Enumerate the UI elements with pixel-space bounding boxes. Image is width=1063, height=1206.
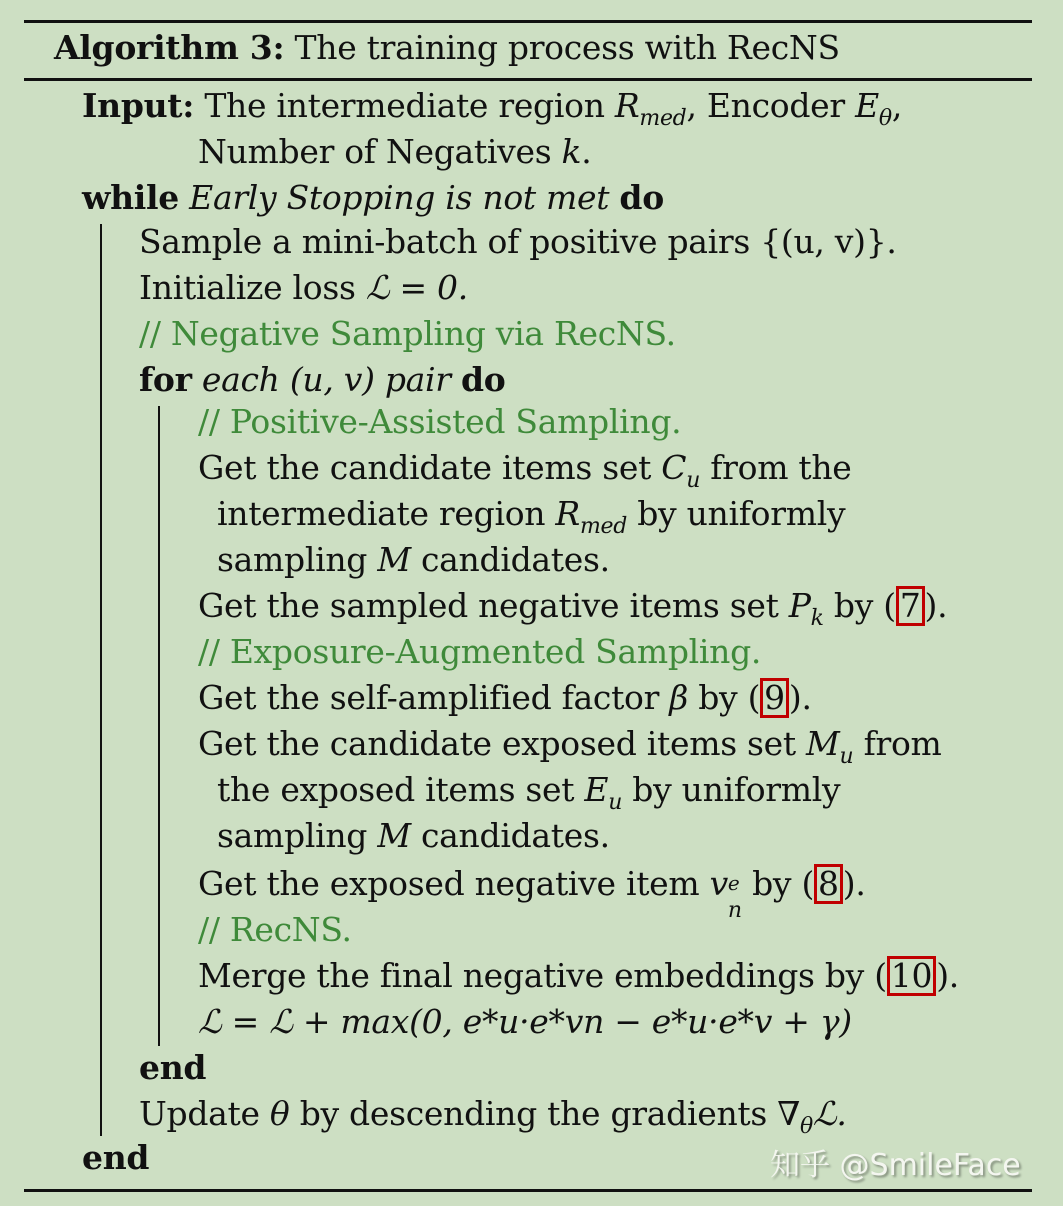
text: by uniformly: [627, 494, 846, 533]
input-text: , Encoder: [686, 86, 856, 125]
text: Merge the final negative embeddings by (: [198, 956, 887, 995]
superscript: e: [727, 871, 740, 895]
text: candidates.: [410, 540, 610, 579]
while-keyword: while: [82, 178, 179, 217]
get-exposed-line-3: [217, 816, 610, 856]
text: sampling: [217, 540, 378, 579]
text: Get the self-amplified factor: [198, 678, 670, 717]
text: ).: [842, 864, 866, 903]
equation-ref-link[interactable]: 10: [887, 956, 936, 996]
init-text: Initialize loss: [139, 268, 366, 307]
text: by (: [688, 678, 761, 717]
loss-update-line: [198, 1002, 852, 1042]
exposed-set-symbol: M: [806, 724, 840, 763]
text: by descending the gradients: [289, 1094, 778, 1133]
input-line-2: [198, 132, 591, 172]
sample-line: [139, 222, 897, 262]
comment-text: // Positive-Assisted Sampling.: [198, 402, 682, 441]
merge-line: [198, 956, 959, 996]
region-subscript: med: [639, 106, 687, 131]
comment-recns: [198, 910, 352, 950]
get-exposed-negative-line: [198, 864, 866, 923]
while-block-bar: [100, 224, 102, 1136]
text: candidates.: [410, 816, 610, 855]
end-keyword: end: [139, 1048, 207, 1087]
text: from the: [700, 448, 852, 487]
negative-set-symbol: P: [788, 586, 811, 625]
comment-text: // Exposure-Augmented Sampling.: [198, 632, 762, 671]
beta-symbol: β: [669, 678, 689, 717]
while-condition: Early Stopping is not met: [178, 178, 620, 217]
text: ).: [936, 956, 959, 995]
input-text: .: [581, 132, 592, 171]
comment-negative-sampling: [139, 314, 676, 354]
nabla-symbol: ∇: [777, 1094, 800, 1133]
region-symbol: R: [614, 86, 640, 125]
get-candidates-line-3: [217, 540, 610, 580]
k-symbol: k: [561, 132, 582, 171]
for-keyword: for: [139, 360, 192, 399]
algorithm-label: Algorithm 3:: [54, 28, 285, 67]
for-line: [139, 360, 505, 400]
for-block-bar: [158, 406, 160, 1046]
subscript: u: [686, 468, 701, 493]
theta-symbol: θ: [269, 1094, 290, 1133]
input-text: The intermediate region: [204, 86, 615, 125]
watermark: 知乎 @SmileFace: [770, 1148, 1021, 1183]
text: by (: [823, 586, 896, 625]
input-label: Input:: [82, 86, 195, 125]
get-beta-line: [198, 678, 812, 718]
text: Update: [139, 1094, 270, 1133]
end-for-line: [139, 1048, 206, 1088]
encoder-symbol: E: [855, 86, 879, 125]
input-text: Number of Negatives: [198, 132, 562, 171]
loss-symbol: ℒ.: [812, 1094, 847, 1133]
equation-ref-link[interactable]: 9: [760, 678, 789, 718]
caption-rule: [24, 78, 1032, 81]
candidate-set-symbol: C: [661, 448, 687, 487]
loss-init-math: ℒ = 0.: [365, 268, 468, 307]
text: Get the exposed negative item: [198, 864, 710, 903]
algorithm-title: The training process with RecNS: [294, 28, 840, 67]
init-line: [139, 268, 468, 308]
subscript: u: [839, 744, 854, 769]
text: Get the candidate items set: [198, 448, 662, 487]
comment-exposure-augmented: [198, 632, 761, 672]
text: intermediate region: [217, 494, 556, 533]
v-symbol: v: [709, 864, 728, 903]
text: Get the candidate exposed items set: [198, 724, 807, 763]
do-keyword: do: [460, 360, 506, 399]
text: from: [853, 724, 942, 763]
comment-text: // Negative Sampling via RecNS.: [139, 314, 676, 353]
text: by (: [741, 864, 815, 903]
comment-text: // RecNS.: [198, 910, 352, 949]
m-symbol: M: [377, 816, 411, 855]
exposed-items-symbol: E: [584, 770, 609, 809]
equation-ref-link[interactable]: 7: [896, 586, 925, 626]
for-condition: each (u, v) pair: [191, 360, 461, 399]
update-line: [139, 1094, 847, 1147]
m-symbol: M: [377, 540, 411, 579]
while-line: [82, 178, 664, 218]
text: the exposed items set: [217, 770, 585, 809]
subscript: k: [810, 606, 824, 631]
sample-text: Sample a mini-batch of positive pairs {(u, v)}.: [139, 222, 897, 261]
subscript: u: [608, 790, 623, 815]
subscript: med: [579, 514, 628, 539]
region-symbol: R: [555, 494, 580, 533]
top-rule: [24, 20, 1032, 23]
end-while-line: [82, 1138, 149, 1178]
text: ).: [788, 678, 812, 717]
do-keyword: do: [619, 178, 664, 217]
text: Get the sampled negative items set: [198, 586, 789, 625]
text: ).: [924, 586, 948, 625]
subscript: n: [727, 898, 742, 923]
encoder-subscript: θ: [878, 106, 892, 131]
text: sampling: [217, 816, 378, 855]
comment-positive-assisted: [198, 402, 681, 442]
equation-ref-link[interactable]: 8: [814, 864, 843, 904]
input-text: ,: [891, 86, 903, 125]
end-keyword: end: [82, 1138, 150, 1177]
algorithm-caption: [54, 28, 840, 68]
loss-equation: ℒ = ℒ + max(0, e*u·e*vn − e*u·e*v + γ): [198, 1002, 852, 1041]
subscript: θ: [799, 1114, 813, 1139]
bottom-rule: [24, 1189, 1032, 1192]
text: by uniformly: [622, 770, 841, 809]
